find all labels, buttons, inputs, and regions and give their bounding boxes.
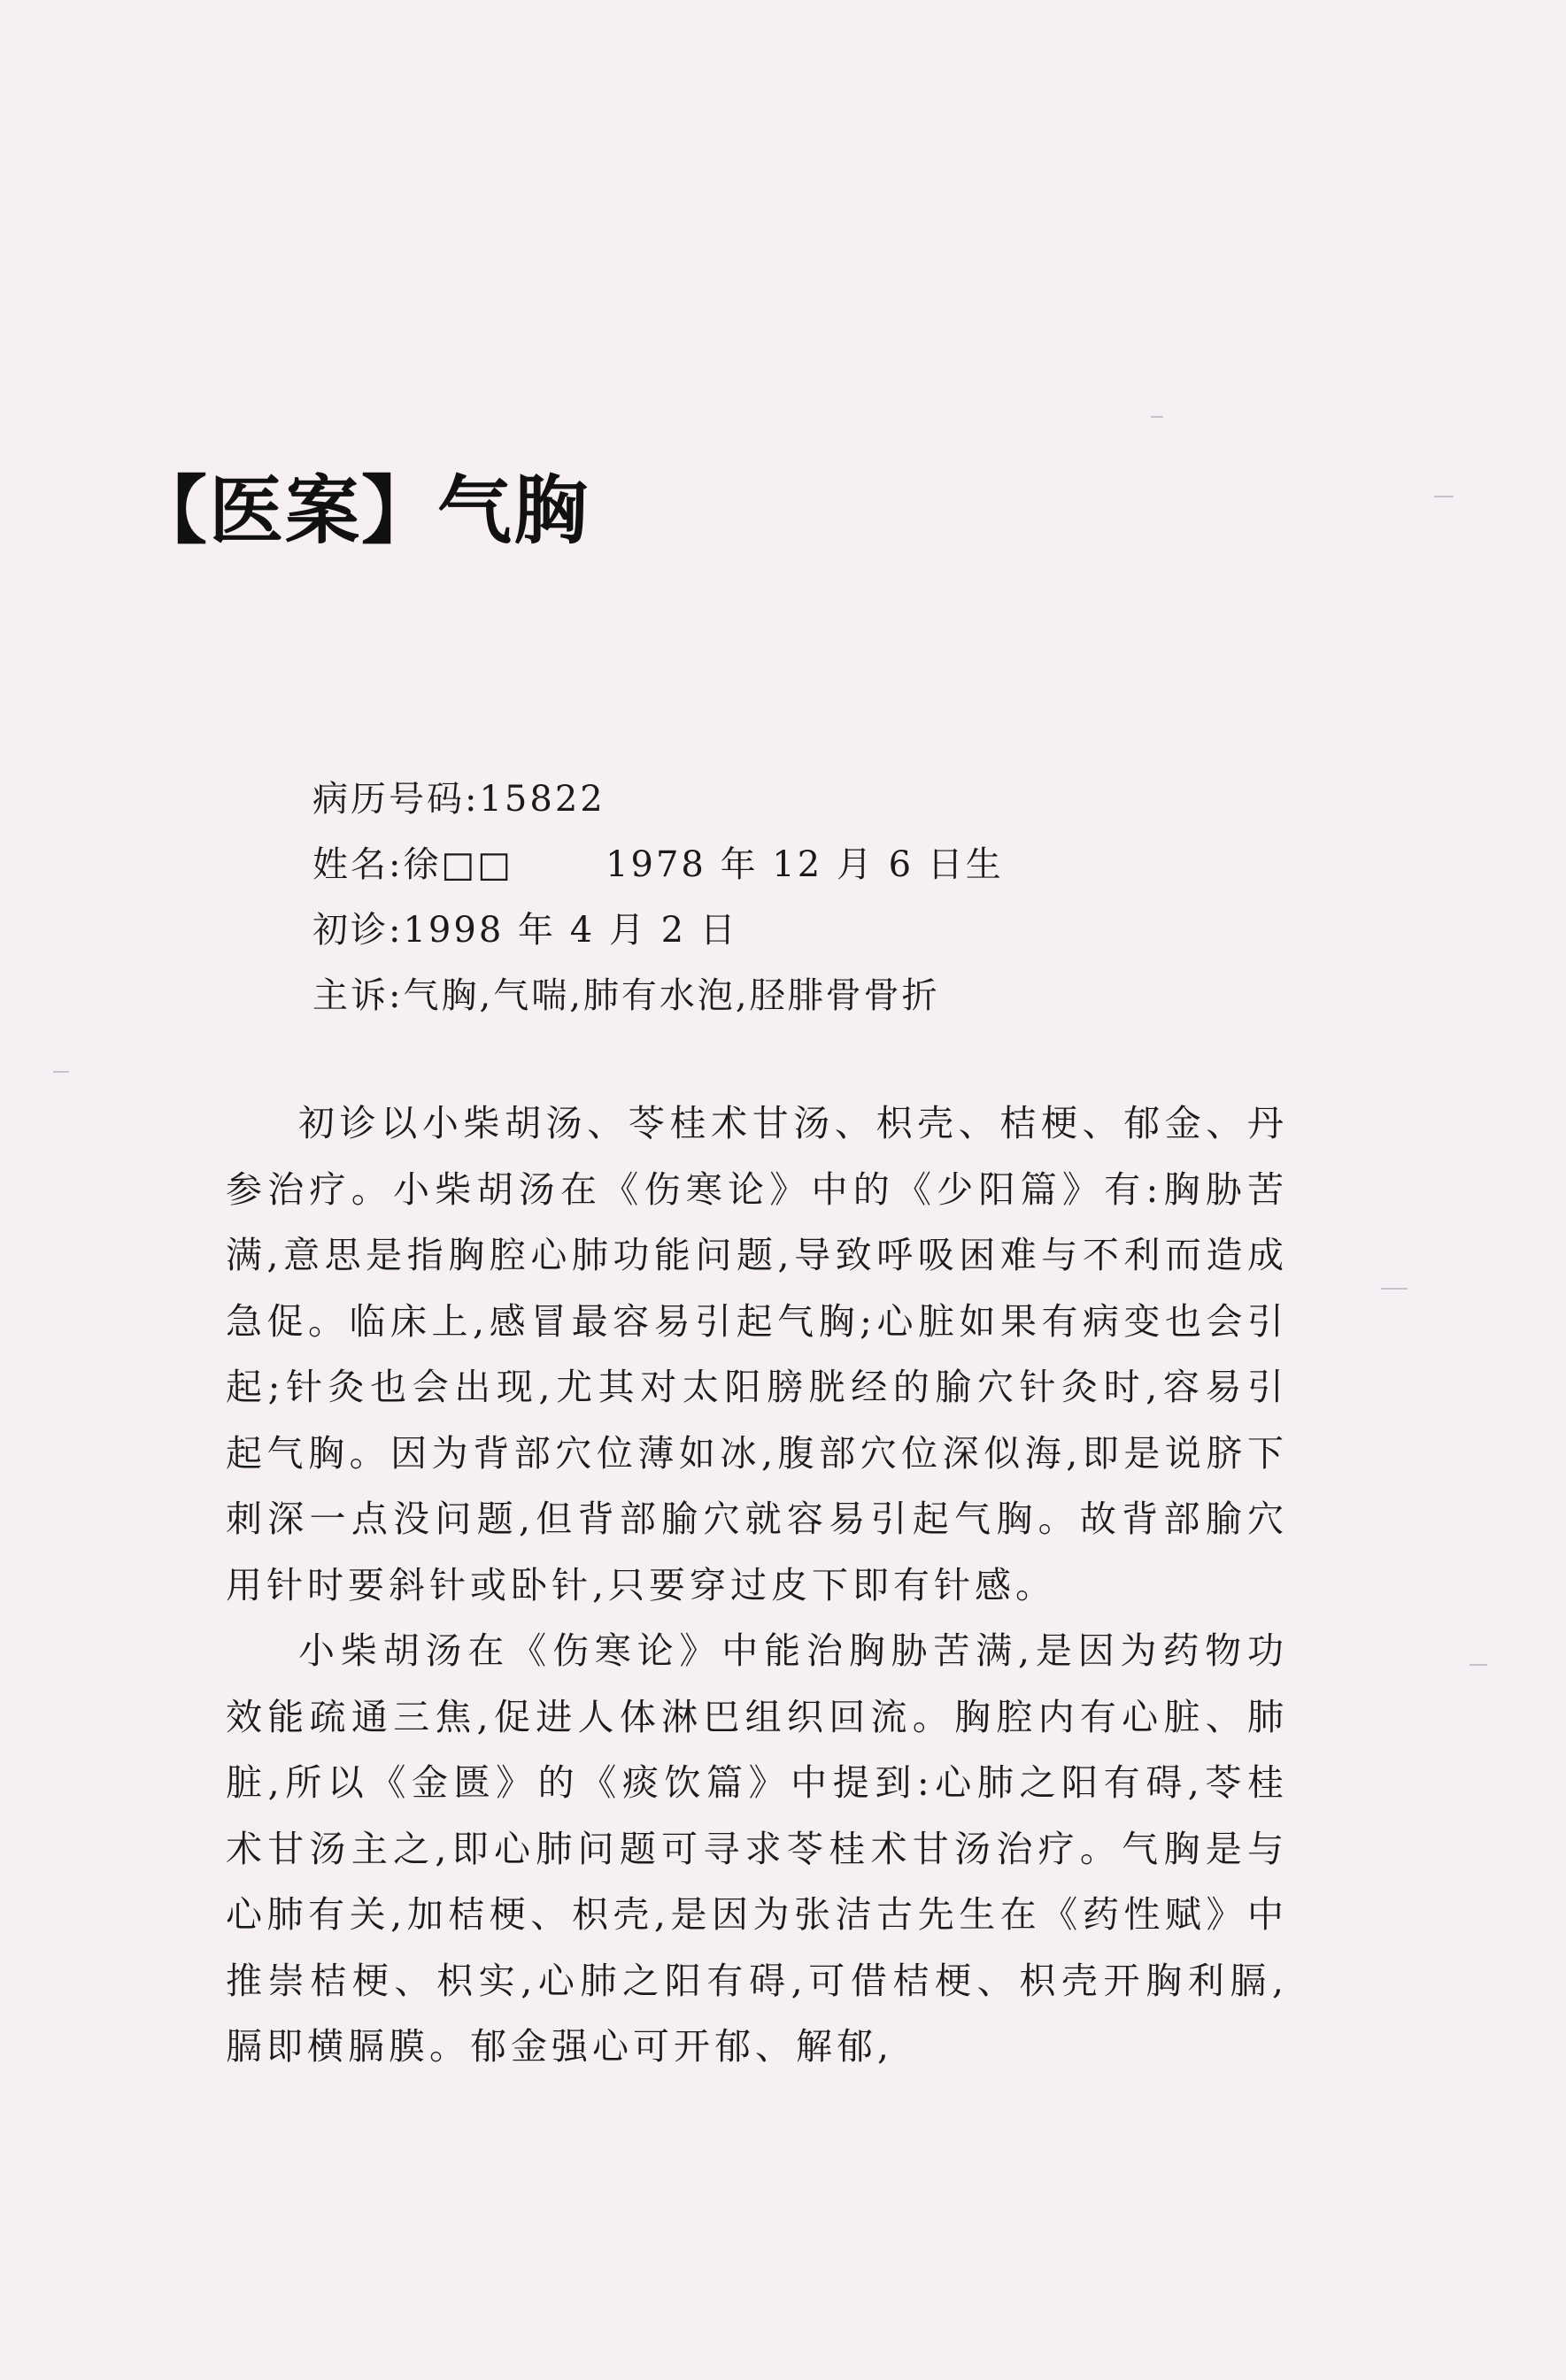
paragraph: 小柴胡汤在《伤寒论》中能治胸胁苦满,是因为药物功效能疏通三焦,促进人体淋巴组织回流。胸腔内有心脏、肺脏,所以《金匮》的《痰饮篇》中提到:心肺之阳有碍,苓桂术甘汤主之,即心肺问题可寻求苓桂术甘汤治疗。气胸是与心肺有关,加桔梗、枳壳,是因为张洁古先生在《药性赋》中推崇桔梗、枳实,心肺之阳有碍,可借桔梗、枳壳开胸利膈,膈即横膈膜。郁金强心可开郁、解郁,: [226, 1629, 1288, 2068]
first-visit-line: 初诊:1998 年 4 月 2 日: [312, 910, 738, 951]
scan-speck: [53, 1071, 69, 1073]
patient-record: [312, 766, 1004, 1028]
case-heading: 【医案】气胸: [133, 467, 590, 554]
case-discussion: [226, 1090, 1288, 2080]
patient-name: 姓名:徐□□: [312, 844, 514, 885]
chief-complaint-line: 主诉:气胸,气喘,肺有水泡,胫腓骨骨折: [312, 975, 940, 1016]
name-birth-line: [312, 832, 1004, 897]
scan-speck: [1434, 496, 1454, 497]
scan-speck: [1470, 1664, 1487, 1666]
paragraph: 初诊以小柴胡汤、苓桂术甘汤、枳壳、桔梗、郁金、丹参治疗。小柴胡汤在《伤寒论》中的《少阳篇》有:胸胁苦满,意思是指胸腔心肺功能问题,导致呼吸困难与不利而造成急促。临床上,感冒最容易引起气胸;心脏如果有病变也会引起;针灸也会出现,尤其对太阳膀胱经的腧穴针灸时,容易引起气胸。因为背部穴位薄如冰,腹部穴位深似海,即是说脐下刺深一点没问题,但背部腧穴就容易引起气胸。故背部腧穴用针时要斜针或卧针,只要穿过皮下即有针感。: [226, 1102, 1288, 1606]
record-number-line: 病历号码:15822: [312, 779, 606, 820]
birth-date: 1978 年 12 月 6 日生: [606, 844, 1004, 885]
scan-speck: [1381, 1288, 1408, 1290]
scan-speck: [1151, 416, 1163, 418]
